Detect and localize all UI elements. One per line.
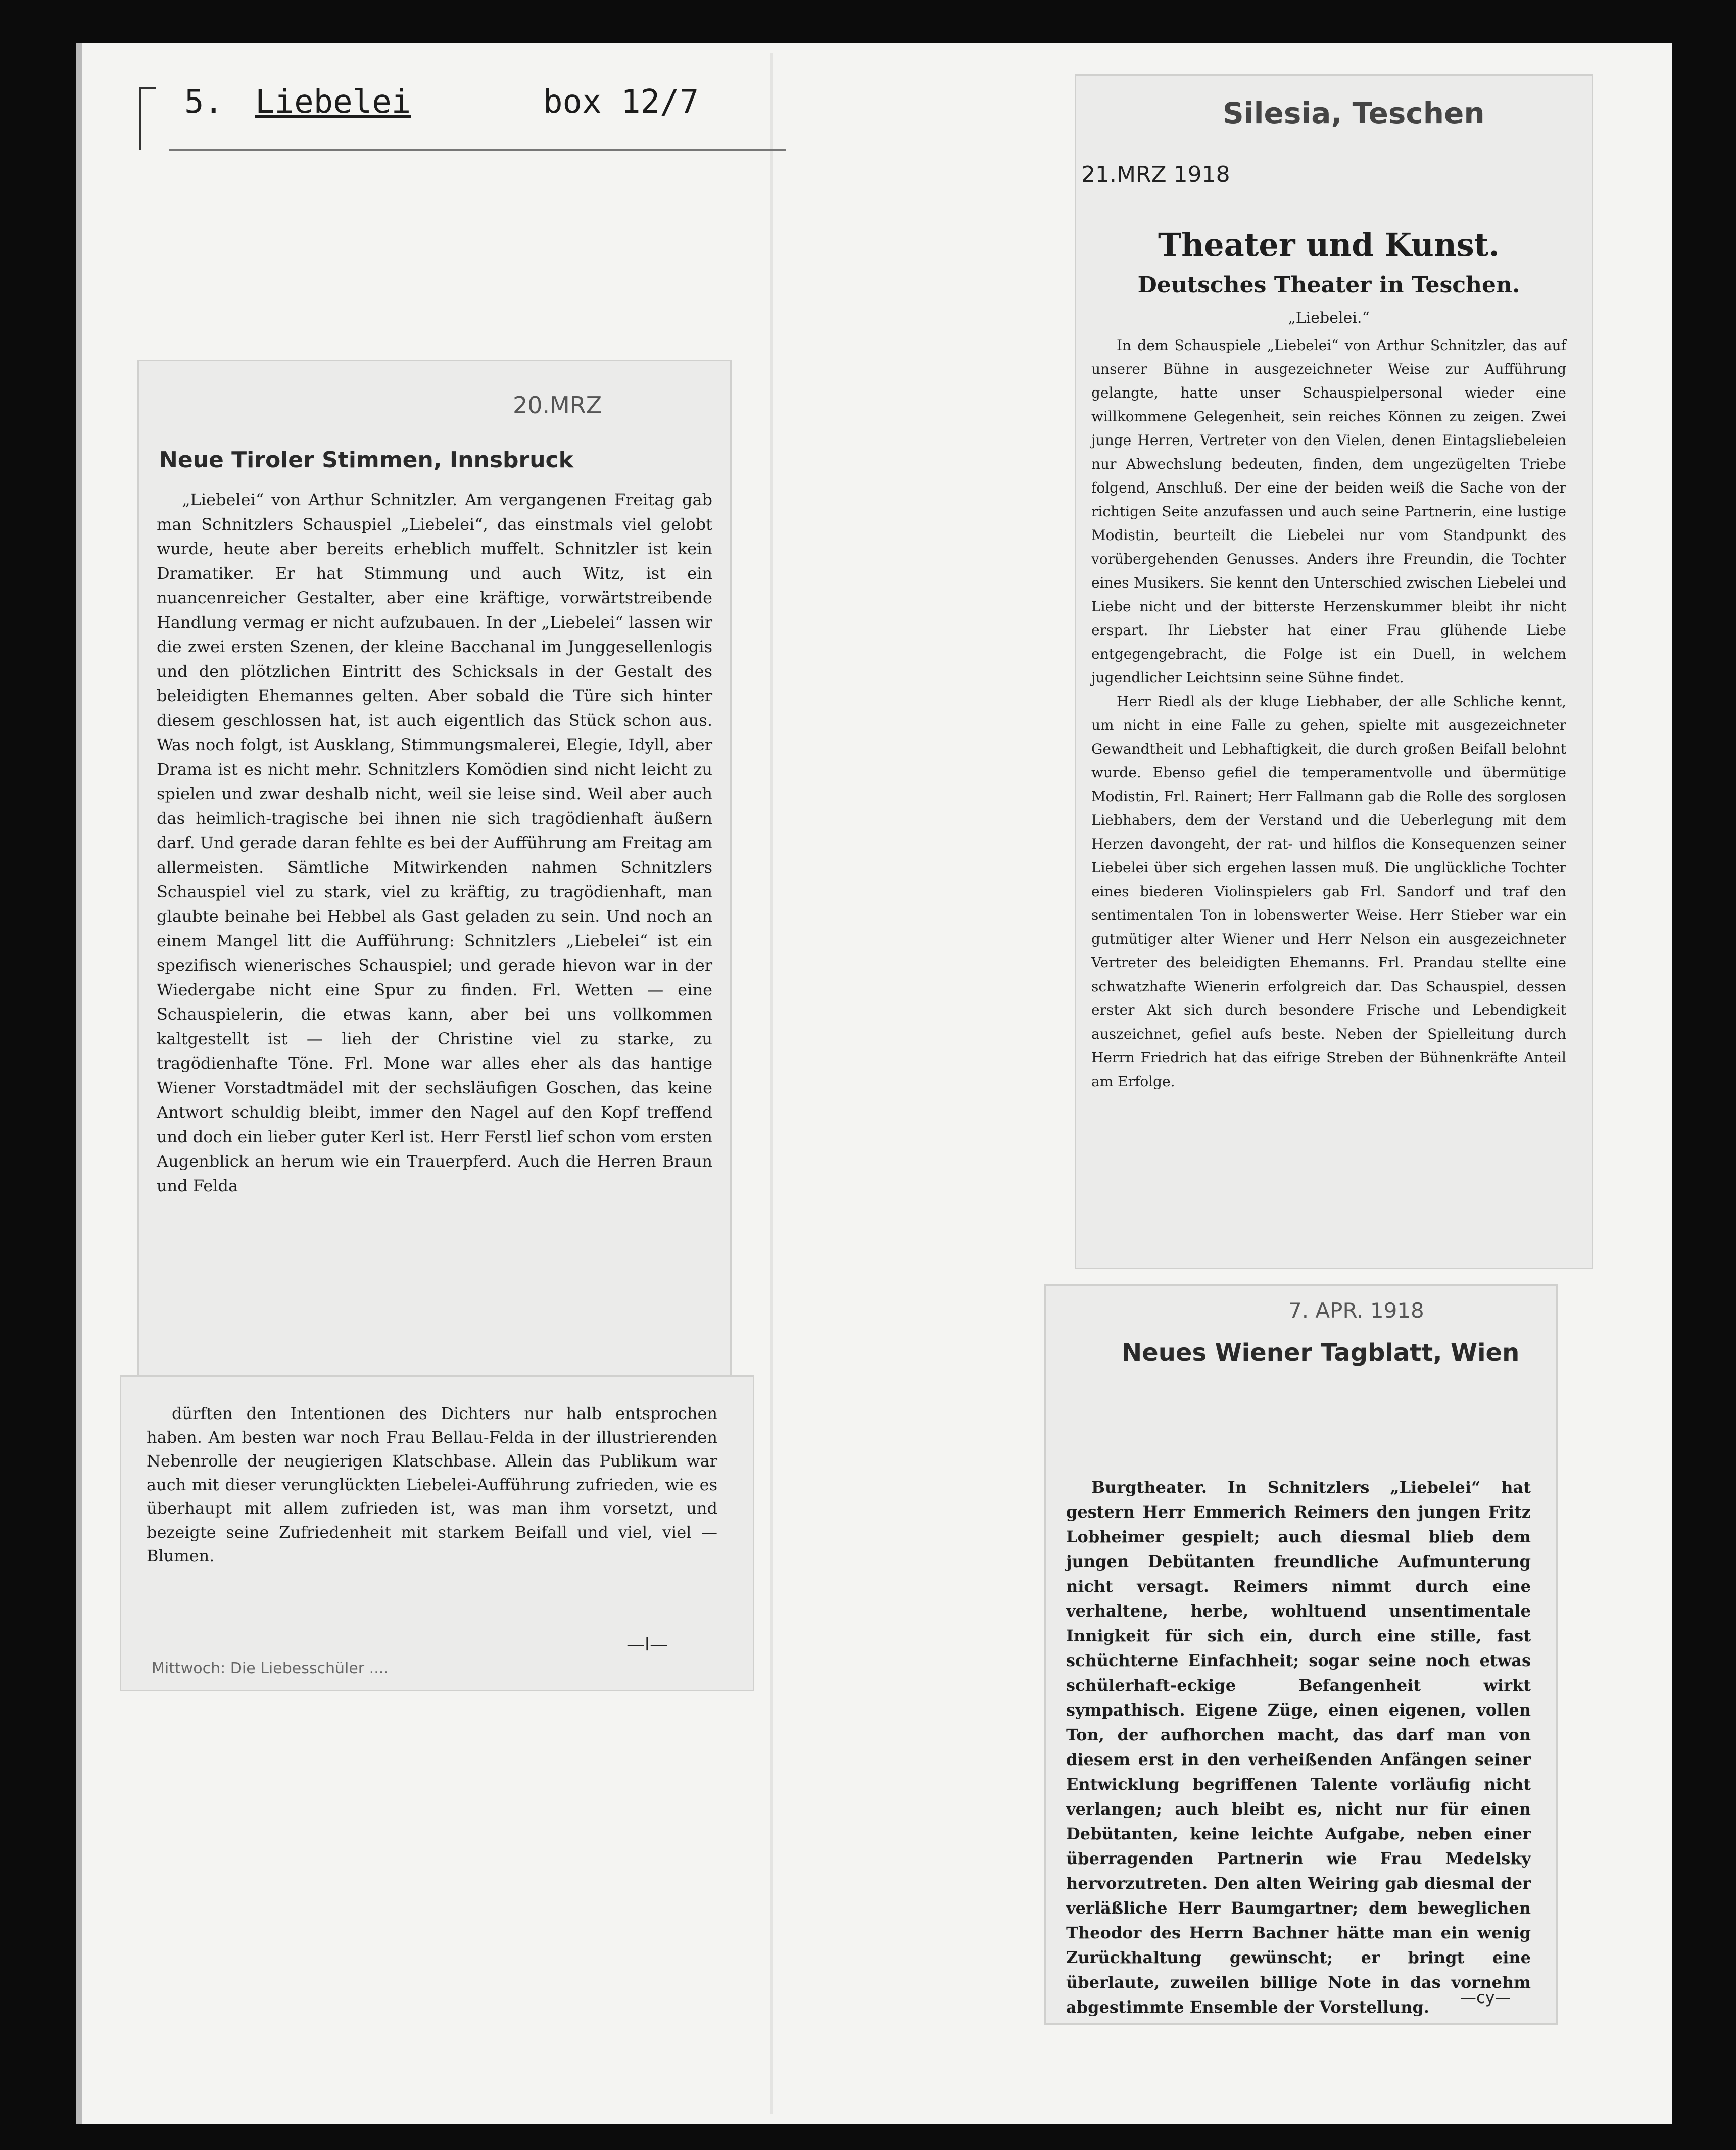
- article-body: [1091, 222, 1566, 1093]
- paragraph-1: In dem Schauspiele „Liebelei“ von Arthur Schnitzler, das auf unserer Bühne in ausgezeichneter Weise zur Aufführung gelangte, hatte unser Schauspielpersonal wieder eine willkommene Gelegenheit, sein reiches Können zu zeigen. Zwei junge Herren, Vertreter von den Vielen, denen Eintagsliebeleien nur Abwechslung bedeuten, finden, dem ungezügelten Triebe folgend, Anschluß. Der eine der beiden weiß die Sache von der richtigen Seite anzufassen und auch seine Partnerin, eine lustige Modistin, beurteilt die Liebelei nur vom Standpunkt des vorübergehenden Genusses. Anders ihre Freundin, die Tochter eines Musikers. Sie kennt den Unterschied zwischen Liebelei und Liebe nicht und der bitterste Herzenskummer bleibt ihr nicht erspart. Ihr Liebster hat einer Frau glühende Liebe entgegengebracht, die Folge ist ein Duell, in welchem jugendlicher Leichtsinn seine Sühne findet.: [1091, 337, 1566, 686]
- sheet-header: [129, 63, 786, 129]
- header-box: box 12/7: [543, 83, 699, 121]
- date-stamp: 20.MRZ: [513, 392, 602, 419]
- article-text: „Liebelei“ von Arthur Schnitzler. Am vergangenen Freitag gab man Schnitzlers Schauspiel „Liebelei“, das einstmals viel gelobt wurde, heute aber bereits erheblich muffelt. Schnitzler ist kein Dramatiker. Er hat Stimmung und auch Witz, ist ein nuancenreicher Gestalter, aber eine kräftige, vorwärtstreibende Handlung vermag er nicht aufzubauen. In der „Liebelei“ lassen wir die zwei ersten Szenen, der kleine Bacchanal im Junggesellenlogis und den plötzlichen Eintritt des Schicksals in der Gestalt des beleidigten Ehemannes gelten. Aber sobald die Türe sich hinter diesem geschlossen hat, ist auch eigentlich das Stück schon aus. Was noch folgt, ist Ausklang, Stimmungsmalerei, Elegie, Idyll, aber Drama ist es nicht mehr. Schnitzlers Komödien sind nicht leicht zu spielen und zwar deshalb nicht, weil sie leise sind. Weil aber auch das heimlich-tragische bei ihnen nie sich tragödienhaft äußern darf. Und gerade daran fehlte es bei der Aufführung am Freitag am allermeisten. Sämtliche Mitwirkenden nahmen Schnitzlers Schauspiel viel zu stark, viel zu kräftig, zu tragödienhaft, man glaubte beinahe bei Hebbel als Gast geladen zu sein. Und noch an einem Mangel litt die Aufführung: Schnitzlers „Liebelei“ ist ein spezifisch wienerisches Schauspiel; und gerade hievon war in der Wiedergabe nicht eine Spur zu finden. Frl. Wetten — eine Schauspielerin, die etwas kann, aber bei uns vollkommen kaltgestellt ist — lieh der Christine viel zu starke, zu tragödienhafte Töne. Frl. Mone war alles eher als das hantige Wiener Vorstadtmädel mit der sechsläufigen Goschen, das keine Antwort schuldig bleibt, immer den Nagel auf den Kopf treffend und doch ein lieber guter Kerl ist. Herr Ferstl lief schon vom ersten Augenblick an herum wie ein Trauerpferd. Auch die Herren Braun und Felda: [157, 490, 712, 1195]
- archive-sheet: [76, 43, 1672, 2124]
- header-title: Liebelei: [255, 83, 411, 121]
- clipping-innsbruck-continued: [121, 1377, 753, 1690]
- signature: —l—: [626, 1634, 668, 1655]
- clipping-innsbruck: [139, 361, 730, 1417]
- date-stamp: 7. APR. 1918: [1288, 1298, 1424, 1323]
- article-subheading: Deutsches Theater in Teschen.: [1137, 272, 1520, 298]
- article-body: [1066, 1475, 1531, 2020]
- source-label: Neue Tiroler Stimmen, Innsbruck: [159, 447, 573, 473]
- paragraph-2: Herr Riedl als der kluge Liebhaber, der alle Schliche kennt, um nicht in eine Falle zu gehen, spielte mit ausgezeichneter Gewandtheit und Lebhaftigkeit, die durch großen Beifall belohnt wurde. Ebenso gefiel die temperamentvolle und übermütige Modistin, Frl. Rainert; Herr Fallmann gab die Rolle des sorglosen Liebhabers, dem der Verstand und die Ueberlegung mit dem Herzen davongeht, der rat- und hilflos die Konsequenzen seiner Liebelei über sich ergehen lassen muß. Die unglückliche Tochter eines biederen Violinspielers gab Frl. Sandorf und traf den sentimentalen Ton in lobenswerter Weise. Herr Stieber war ein gutmütiger alter Wiener und Herr Nelson ein ausgezeichneter Vertreter des beleidigten Ehemanns. Frl. Prandau stellte eine schwatzhafte Wienerin erfolgreich dar. Das Schauspiel, dessen erster Akt sich durch besondere Frische und Lebendigkeit auszeichnet, gefiel aufs beste. Neben der Spielleitung durch Herrn Friedrich hat das eifrige Streben der Bühnenkräfte Anteil am Erfolge.: [1091, 693, 1566, 1090]
- clipping-teschen: [1076, 76, 1592, 1268]
- source-label: Neues Wiener Tagblatt, Wien: [1122, 1339, 1520, 1367]
- article-text: dürften den Intentionen des Dichters nur halb entsprochen haben. Am besten war noch Frau Bellau-Felda in der illustrierenden Nebenrolle der neugierigen Klatschbase. Allein das Publikum war auch mit dieser verunglückten Liebelei-Aufführung zufrieden, wie es überhaupt mit allem zufrieden ist, was man ihm vorsetzt, und bezeigte seine Zufriedenheit mit starkem Beifall und viel, viel — Blumen.: [147, 1404, 717, 1566]
- signature: —cy—: [1460, 1988, 1511, 2007]
- header-rule: [169, 149, 786, 151]
- article-body-part2: [147, 1402, 717, 1568]
- article-text: Burgtheater. In Schnitzlers „Liebelei“ hat gestern Herr Emmerich Reimers den jungen Fritz Lobheimer gespielt; auch diesmal blieb dem jungen Debütanten freundliche Aufmunterung nicht versagt. Reimers nimmt durch eine verhaltene, herbe, wohltuend unsentimentale Innigkeit für sich ein, durch eine stille, fast schüchterne Einfachheit; sogar seine noch etwas schülerhaft-eckige Befangenheit wirkt sympathisch. Eigene Züge, einen eigenen, vollen Ton, der aufhorchen macht, das darf man von diesem erst in den verheißenden Anfängen seiner Entwicklung begriffenen Talente vorläufig nicht verlangen; auch bleibt es, nicht nur für einen Debütanten, keine leichte Aufgabe, neben einer überragenden Partnerin wie Frau Medelsky hervorzutreten. Den alten Weiring gab diesmal der verläßliche Herr Baumgartner; dem beweglichen Theodor des Herrn Bachner hätte man ein wenig Zurückhaltung gewünscht; er bringt eine überlaute, zuweilen billige Note in das vornehm abgestimmte Ensemble der Vorstellung.: [1066, 1478, 1531, 2017]
- fold-line: [770, 53, 773, 2114]
- article-body-part1: [157, 487, 712, 1198]
- header-number: 5.: [184, 83, 224, 121]
- corner-bracket: [139, 87, 156, 150]
- trailing-line: Mittwoch: Die Liebesschüler ....: [152, 1659, 389, 1677]
- date-stamp: 21.MRZ 1918: [1081, 162, 1230, 187]
- clipping-wien: [1046, 1286, 1556, 2023]
- sheet-edge: [76, 43, 82, 2124]
- source-label: Silesia, Teschen: [1223, 96, 1485, 130]
- play-title: „Liebelei.“: [1288, 309, 1370, 327]
- article-heading: Theater und Kunst.: [1158, 226, 1500, 263]
